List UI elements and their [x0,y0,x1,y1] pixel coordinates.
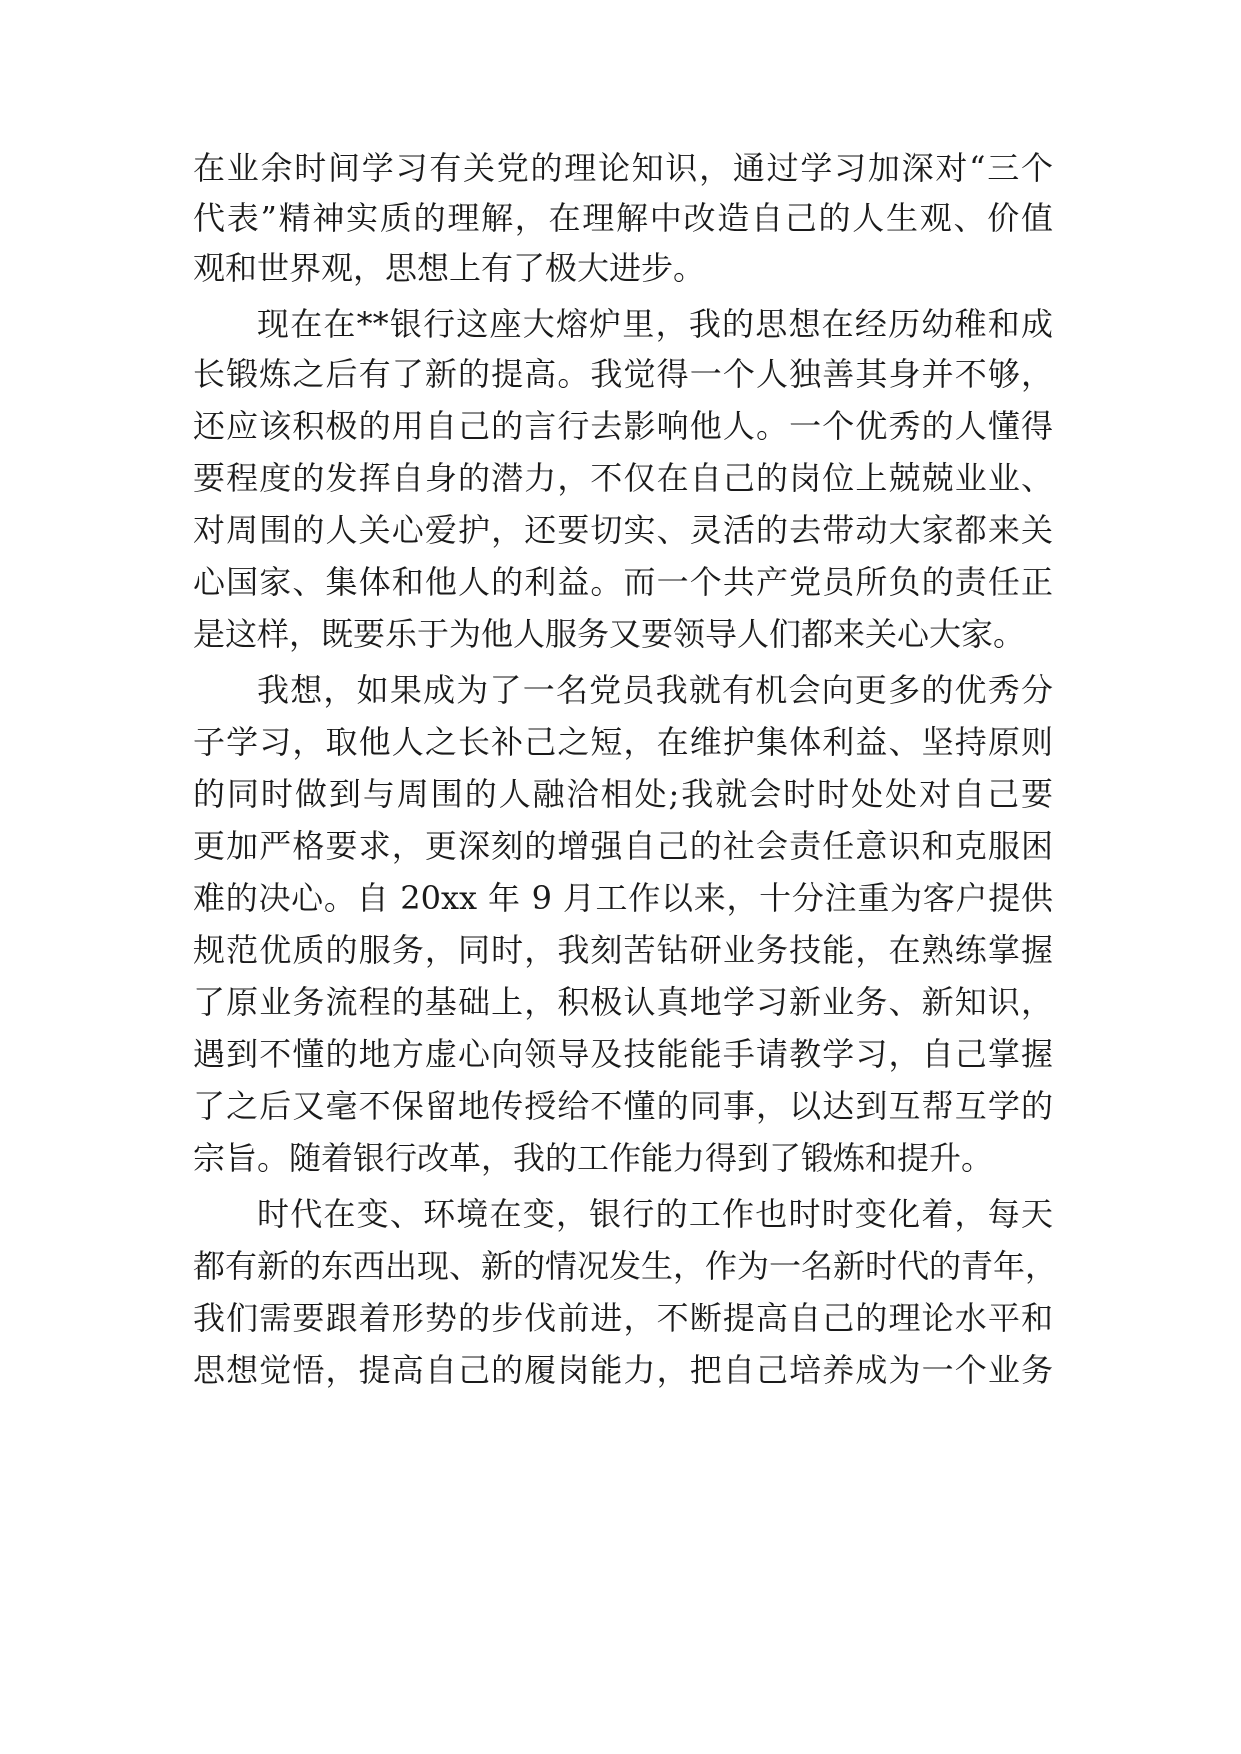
text-line-24: 思想觉悟，提高自己的履岗能力，把自己培养成为一个业务 [193,1351,1053,1389]
text-line-18: 遇到不懂的地方虚心向领导及技能能手请教学习，自己掌握 [193,1035,1053,1073]
text-line-13: 的同时做到与周围的人融洽相处;我就会时时处处对自己要 [193,775,1053,813]
text-line-2: 代表”精神实质的理解，在理解中改造自己的人生观、价值 [193,199,1053,237]
text-line-22: 都有新的东西出现、新的情况发生，作为一名新时代的青年， [193,1247,1058,1285]
text-line-5: 长锻炼之后有了新的提高。我觉得一个人独善其身并不够， [193,355,1053,393]
text-line-20: 宗旨。随着银行改革，我的工作能力得到了锻炼和提升。 [193,1139,994,1177]
text-line-3: 观和世界观，思想上有了极大进步。 [193,249,706,287]
text-line-23: 我们需要跟着形势的步伐前进，不断提高自己的理论水平和 [193,1299,1053,1337]
text-line-9: 心国家、集体和他人的利益。而一个共产党员所负的责任正 [193,563,1053,601]
text-line-6: 还应该积极的用自己的言行去影响他人。一个优秀的人懂得 [193,407,1053,445]
text-line-19: 了之后又毫不保留地传授给不懂的同事，以达到互帮互学的 [193,1087,1053,1125]
text-line-11: 我想，如果成为了一名党员我就有机会向更多的优秀分 [257,671,1053,709]
text-line-8: 对周围的人关心爱护，还要切实、灵活的去带动大家都来关 [193,511,1053,549]
text-line-21: 时代在变、环境在变，银行的工作也时时变化着，每天 [257,1195,1053,1233]
text-line-1: 在业余时间学习有关党的理论知识，通过学习加深对“三个 [193,149,1053,187]
text-line-16: 规范优质的服务，同时，我刻苦钻研业务技能，在熟练掌握 [193,931,1053,969]
text-line-14: 更加严格要求，更深刻的增强自己的社会责任意识和克服困 [193,827,1053,865]
text-line-4: 现在在**银行这座大熔炉里，我的思想在经历幼稚和成 [257,305,1053,343]
text-line-15: 难的决心。自 20xx 年 9 月工作以来，十分注重为客户提供 [193,879,1053,917]
text-line-12: 子学习，取他人之长补己之短，在维护集体利益、坚持原则 [193,723,1053,761]
text-line-10: 是这样，既要乐于为他人服务又要领导人们都来关心大家。 [193,615,1026,653]
text-line-7: 要程度的发挥自身的潜力，不仅在自己的岗位上兢兢业业、 [193,459,1053,497]
text-line-17: 了原业务流程的基础上，积极认真地学习新业务、新知识， [193,983,1053,1021]
